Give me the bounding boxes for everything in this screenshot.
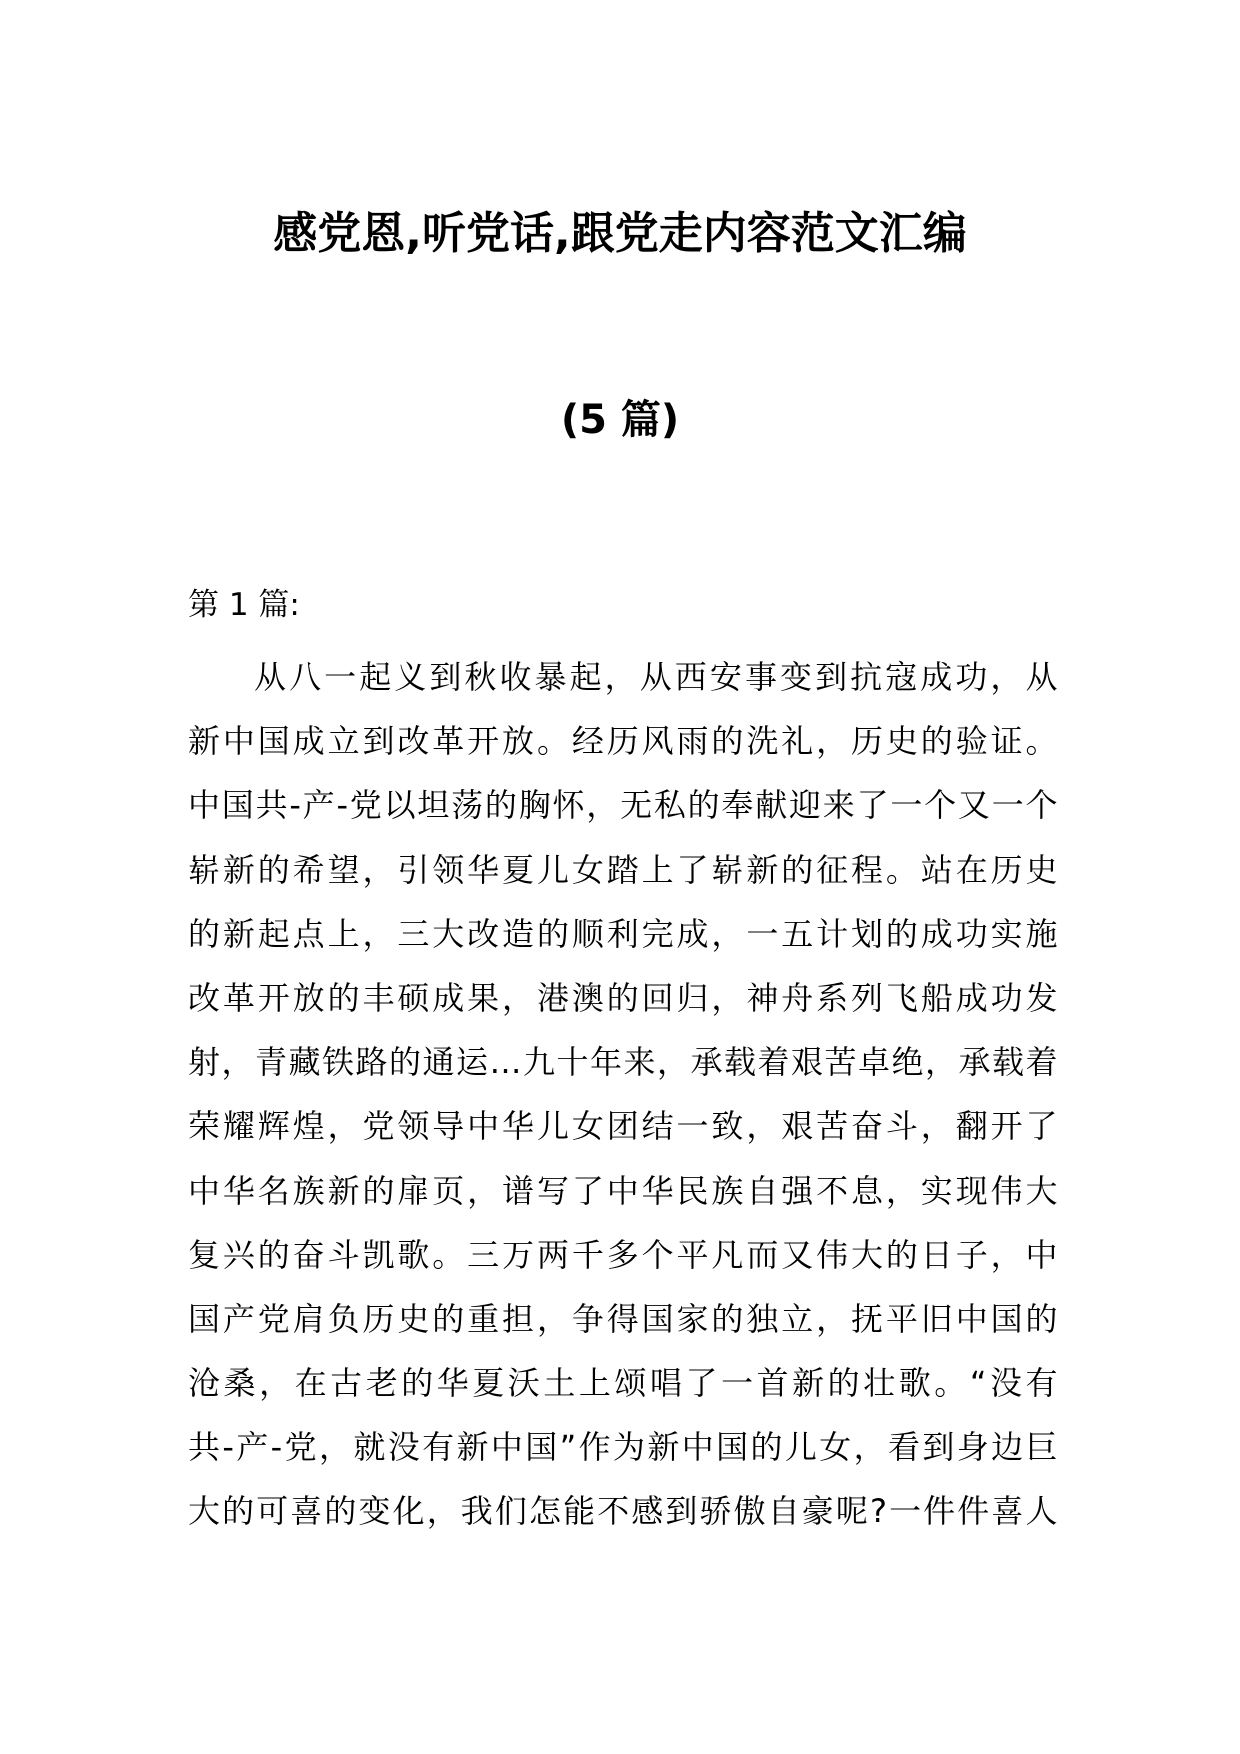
body-paragraph (188, 645, 1058, 1544)
body-line: 改革开放的丰硕成果，港澳的回归，神舟系列飞船成功发 (188, 978, 1058, 1017)
document-subtitle: (5 篇) (560, 397, 680, 443)
body-line: 荣耀辉煌，党领导中华儿女团结一致，艰苦奋斗，翻开了 (188, 1107, 1058, 1146)
body-line: 新中国成立到改革开放。经历风雨的洗礼，历史的验证。 (188, 722, 1058, 761)
body-line: 沧桑，在古老的华夏沃土上颂唱了一首新的壮歌。“没有 (188, 1364, 1058, 1403)
body-line: 从八一起义到秋收暴起，从西安事变到抗寇成功，从 (254, 658, 1058, 696)
body-line: 国产党肩负历史的重担，争得国家的独立，抚平旧中国的 (188, 1299, 1058, 1338)
body-line: 的新起点上，三大改造的顺利完成，一五计划的成功实施 (188, 914, 1058, 953)
body-line: 中华名族新的扉页，谱写了中华民族自强不息，实现伟大 (188, 1171, 1058, 1210)
document-title: 感党恩,听党话,跟党走内容范文汇编 (273, 208, 967, 259)
body-line: 复兴的奋斗凯歌。三万两千多个平凡而又伟大的日子，中 (188, 1235, 1058, 1274)
body-line: 崭新的希望，引领华夏儿女踏上了崭新的征程。站在历史 (188, 850, 1058, 889)
body-line: 大的可喜的变化，我们怎能不感到骄傲自豪呢?一件件喜人 (188, 1492, 1058, 1531)
body-line: 中国共-产-党以坦荡的胸怀，无私的奉献迎来了一个又一个 (188, 786, 1058, 825)
body-line: 共-产-党，就没有新中国”作为新中国的儿女，看到身边巨 (188, 1428, 1058, 1467)
body-line: 射，青藏铁路的通运…九十年来，承载着艰苦卓绝，承载着 (188, 1043, 1058, 1082)
chapter-label: 第 1 篇: (188, 587, 300, 623)
